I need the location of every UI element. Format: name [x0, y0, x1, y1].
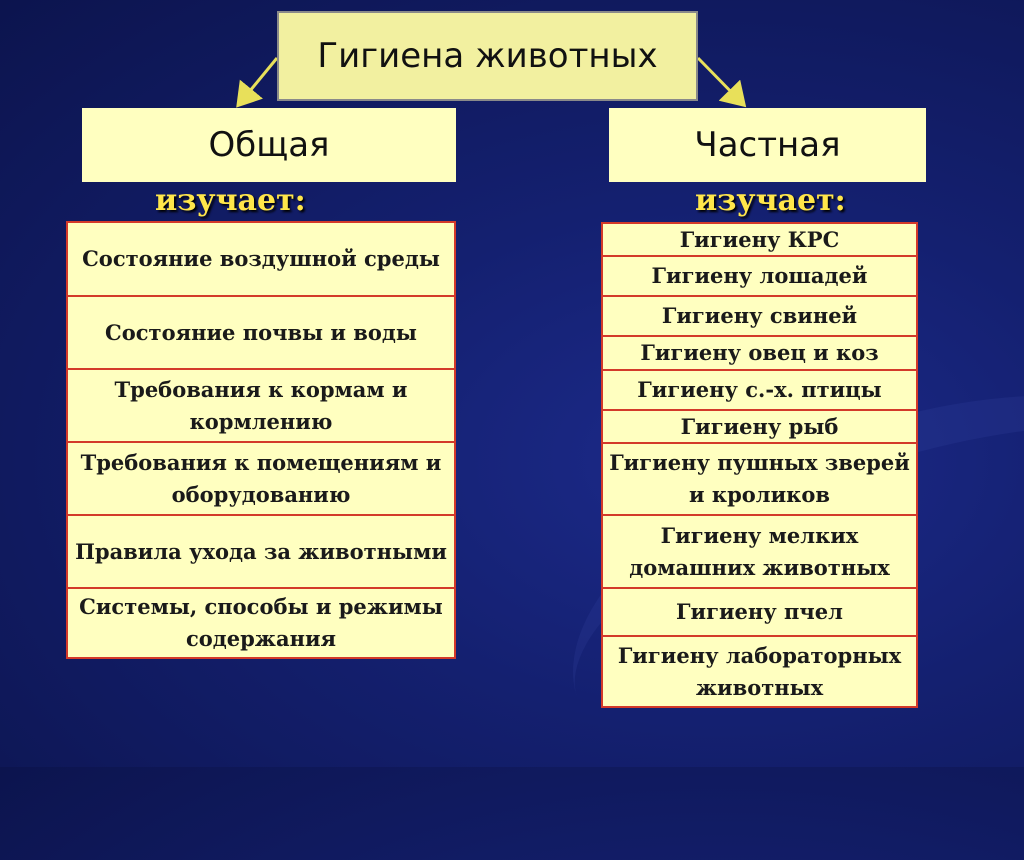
category-general: Общая: [82, 108, 456, 182]
list-item: Системы, способы и режимы содержания: [79, 594, 443, 651]
specific-items-list: [601, 222, 918, 708]
specific-studies-label: изучает:: [695, 183, 846, 218]
arrow-to-general: [240, 58, 277, 103]
list-item: Состояние воздушной среды: [68, 223, 454, 297]
list-item: Гигиену лошадей: [603, 257, 916, 297]
category-specific: Частная: [609, 108, 926, 182]
list-item: Требования к помещениям и оборудованию: [68, 443, 454, 516]
general-items-list: [66, 221, 456, 659]
list-item: Состояние почвы и воды: [68, 297, 454, 370]
list-item: Гигиену лабораторных животных: [617, 642, 902, 700]
list-item: Гигиену с.-х. птицы: [603, 371, 916, 411]
arrow-to-specific: [698, 58, 742, 103]
list-item: Гигиену овец и коз: [603, 337, 916, 371]
list-item: Гигиену мелких домашних животных: [603, 516, 916, 589]
list-item: Гигиену КРС: [603, 224, 916, 257]
diagram-title: Гигиена животных: [277, 11, 698, 101]
list-item: Гигиену свиней: [603, 297, 916, 337]
general-studies-label: изучает:: [155, 183, 306, 218]
list-item: Гигиену пчел: [603, 589, 916, 637]
list-item: Гигиену пушных зверей и кроликов: [603, 444, 916, 516]
list-item: Требования к кормам и кормлению: [68, 370, 454, 443]
list-item: Гигиену рыб: [603, 411, 916, 444]
list-item: Правила ухода за животными: [68, 516, 454, 589]
